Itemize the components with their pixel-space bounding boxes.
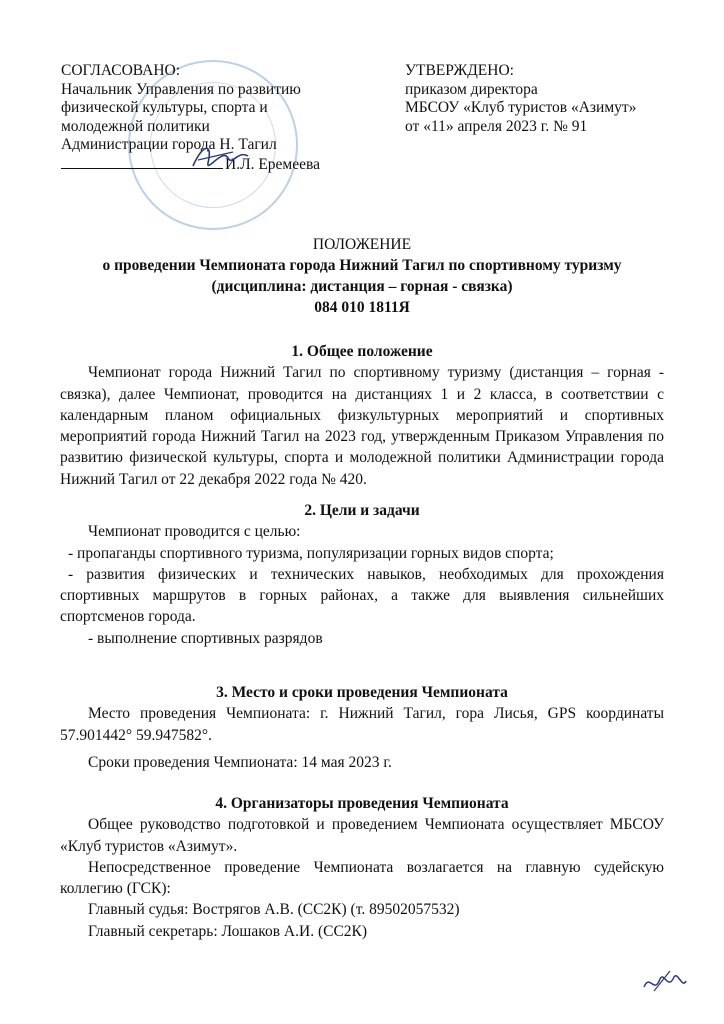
section-general (60, 341, 664, 490)
section-heading: 4. Организаторы проведения Чемпионата (215, 795, 509, 812)
approval-right-line: приказом директора (405, 80, 538, 98)
approval-right-line: МБСОУ «Клуб туристов «Азимут» (405, 99, 637, 117)
approval-right-title: УТВЕРЖДЕНО: (405, 62, 514, 79)
section-paragraph: Непосредственное проведение Чемпионата возлагается на главную судейскую коллегию (ГСК): (60, 858, 664, 898)
section-paragraph: Общее руководство подготовкой и проведением Чемпионата осуществляет МБСОУ «Клуб туристов «Азимут». (60, 816, 664, 855)
section-paragraph: Чемпионат проводится с целью: (88, 523, 301, 541)
title-code: 084 010 1811Я (314, 299, 410, 316)
approval-right-line: от «11» апреля 2023 г. № 91 (405, 117, 588, 135)
section-heading: 2. Цели и задачи (304, 502, 420, 519)
approval-block-left (61, 62, 351, 175)
title-main: ПОЛОЖЕНИЕ (312, 236, 412, 253)
section-paragraph: Место проведения Чемпионата: г. Нижний Тагил, гора Лисья, GPS координаты 57.901442° 59.947582°. (60, 705, 664, 744)
document-title (60, 234, 664, 318)
title-subject: о проведении Чемпионата города Нижний Тагил по спортивному туризму (102, 257, 622, 274)
section-goals (60, 500, 664, 649)
section-paragraph: Главный судья: Вострягов А.В. (СС2К) (т. 89502057532) (88, 901, 460, 919)
approval-block-right (405, 62, 705, 136)
approval-left-line: Начальник Управления по развитию (61, 80, 301, 98)
approval-left-line: молодежной политики (61, 117, 210, 135)
section-organizers (60, 793, 664, 942)
approval-left-line: физической культуры, спорта и (61, 99, 268, 117)
approval-left-title: СОГЛАСОВАНО: (61, 62, 181, 79)
section-heading: 1. Общее положение (291, 343, 433, 360)
section-paragraph: Сроки проведения Чемпионата: 14 мая 2023 г. (88, 753, 392, 771)
list-item: - развития физических и технических навыков, необходимых для прохождения спортивных маршрутов в горных районах, а также для выявления сильнейших спортсменов города. (60, 565, 664, 626)
list-item: - пропаганды спортивного туризма, популяризации горных видов спорта; (68, 544, 554, 562)
signature-blank (61, 155, 223, 169)
title-discipline: (дисциплина: дистанция – горная - связка) (211, 278, 513, 295)
signatory-name: И.Л. Еремеева (225, 155, 320, 173)
section-paragraph: Главный секретарь: Лошаков А.И. (СС2К) (88, 922, 368, 940)
handwritten-initials (640, 965, 690, 999)
section-heading: 3. Место и сроки проведения Чемпионата (216, 684, 508, 701)
approval-left-line: Администрации города Н. Тагил (61, 136, 277, 154)
signature-line (61, 155, 351, 175)
list-item: - выполнение спортивных разрядов (88, 629, 323, 647)
section-paragraph: Чемпионат города Нижний Тагил по спортивному туризму (дистанция – горная - связка), далее Чемпионат, проводится на дистанциях 1 и 2 класса, в соответствии с календарным планом официальных физкультурных мероприятий и спортивных мероприятий города Нижний Тагил на 2023 год, утвержденным Приказом Управления по развитию физической культуры, спорта и молодежной политики Администрации города Нижний Тагил от 22 декабря 2022 года № 420. (60, 364, 664, 488)
section-place-dates (60, 682, 664, 773)
